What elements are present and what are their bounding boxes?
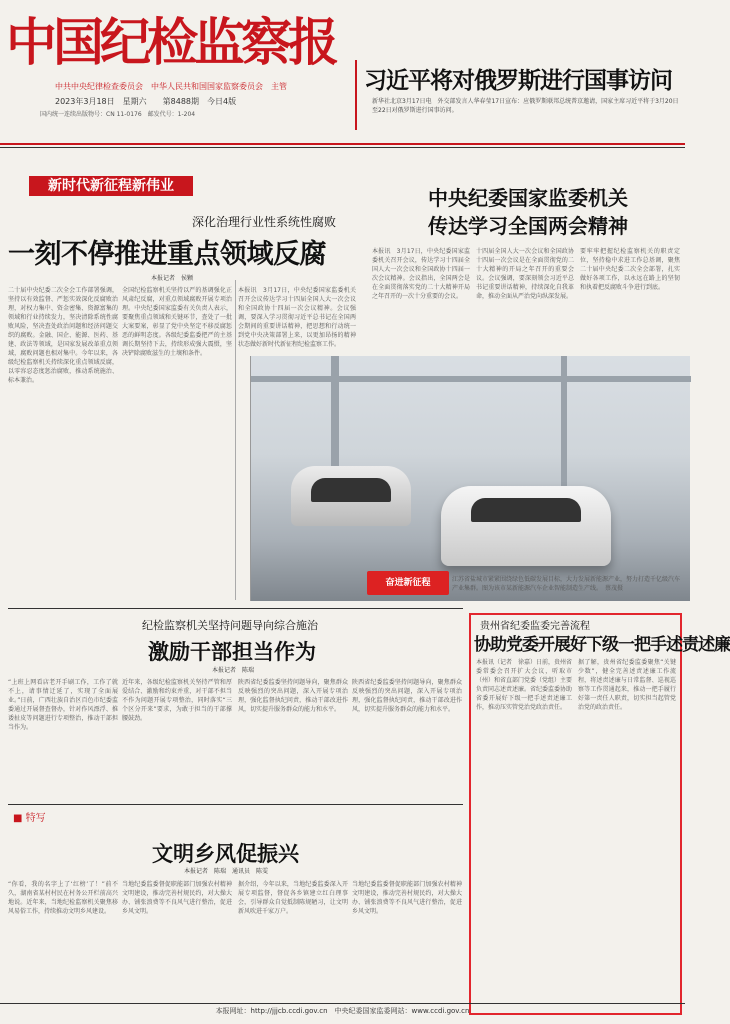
section-rule [8,804,463,805]
section4-kicker: 贵州省纪委监委完善流程 [480,621,590,632]
footer-rule [0,1003,685,1004]
car-window [471,498,581,522]
section5-column-3: 据介绍，今年以来，当地纪委监委深入开展专项监督，督促各乡镇建立红白理事会，引导群众自觉抵制陈规陋习，让文明新风吹进千家万户。 [238,881,348,915]
photo-caption: 江苏省盐城市紧紧围绕绿色低碳发展目标，大力发展新能源产业，努力打造千亿级汽车产业集群。图为该市某新能源汽车企业智能制造生产线。 蔡茂摄 [452,576,681,592]
section3-headline[interactable]: 激励干部担当作为 [148,639,316,664]
section5-column-1: “你看，我的名字上了‘红榜’了！”前不久，湖南省某村村民在村务公开栏前高兴地说。近年来，当地纪检监察机关聚焦移风易俗工作，持续推动文明乡风建设。 [8,881,118,915]
section5-column-2: 当地纪委监委督促职能部门加强农村精神文明建设，推动完善村规民约，对大操大办、铺张浪费等不良风气进行整治，促进乡风文明。 [122,881,232,915]
news-photo [250,356,690,601]
car-image [441,486,611,566]
lead-headline[interactable]: 习近平将对俄罗斯进行国事访问 [364,67,672,94]
section3-column-2: 近年来，各级纪检监察机关坚持严管和厚爱结合、激励和约束并重，对干部不担当不作为问题开展专项整治，同时落实“三个区分开来”要求，为敢于担当的干部撑腰鼓劲。 [122,679,232,722]
car-image [291,466,411,526]
section2-headline[interactable] [378,184,678,240]
feature-tag-label: 特写 [25,813,46,824]
dateline [55,96,236,107]
factory-pillar [561,356,567,496]
section1-headline[interactable]: 一刻不停推进重点领域反腐 [8,239,326,270]
section1-column-2: 全国纪检监察机关坚持以严的基调强化正风肃纪反腐，对重点领域腐败开展专项治理。中央纪委国家监委有关负责人表示，要聚焦重点领域和关键环节，查处了一批大案要案，彰显了党中央坚定不移反腐惩恶的鲜明态度。各级纪委监委把严的主基调长期坚持下去，持续形成强大震慑，坚决铲除腐败滋生的土壤和条件。 [122,287,232,357]
section1-byline: 本报记者 侯颗 [151,275,194,282]
section4-column-2: 据了解，贵州省纪委监委聚焦“关键少数”，健全完善述责述廉工作流程，将述责述廉与日常监督、巡视巡察等工作贯通起来，推动一把手履行好第一责任人职责，切实担当起管党治党的政治责任。 [578,659,676,711]
masthead-divider [355,60,357,130]
section3-kicker: 纪检监察机关坚持问题导向综合施治 [142,619,318,632]
section3-byline: 本报记者 陈瑞 [212,667,255,674]
section5-byline: 本报记者 陈瑞 通讯员 陈雯 [184,868,269,875]
section1-column-1: 二十届中央纪委二次全会工作部署强调，坚持以有效监督、严惩实效深化反腐败治理，对权力集中、资金密集、资源富集的领域和行业持续发力，坚决清除系统性腐败风险，坚决查处政治问题和经济问题交织的腐败。金融、国企、能源、医药、基建、政法等领域，是国家发展改革重点领域，腐败问题也相对集中。今年以来，各级纪检监察机关持续深化重点领域反腐，以零容忍态度惩治腐败，推动系统施治、标本兼治。 [8,287,118,384]
car-window [311,478,391,502]
sponsor-line: 中共中央纪律检查委员会 中华人民共和国国家监察委员会 主管 [55,82,287,91]
section-rule [8,608,463,609]
column-divider [235,280,236,600]
section2-headline-line2: 传达学习全国两会精神 [428,214,628,238]
section5-column-4: 当地纪委监委督促职能部门加强农村精神文明建设，推动完善村规民约，对大操大办、铺张浪费等不良风气进行整治，促进乡风文明。 [352,881,462,915]
publication-codes: 国内统一连续出版物号：CN 11-0176 邮发代号：1-204 [40,111,196,118]
feature-tag: ■ 特写 [13,813,46,824]
section4-column-1: 本报讯（记者 徐嘉）日前，贵州省委常委会召开扩大会议，听取市（州）和省直部门党委（党组）主要负责同志述责述廉。省纪委监委协助省委开展好下级一把手述责述廉工作，推动压实管党治党政治责任。 [476,659,573,711]
section2-column-2: 十四届全国人大一次会议和全国政协十四届一次会议是在全面贯彻党的二十大精神的开局之年召开的重要会议。会议强调，要深刻领会习近平总书记重要讲话精神，持续深化自我革命，推动全面从严治党向纵深发展。 [476,248,574,300]
section2-column-1: 本报讯 3月17日，中央纪委国家监委机关召开会议，传达学习十四届全国人大一次会议和全国政协十四届一次会议精神。会议指出，全国两会是在全面贯彻落实党的二十大精神开局之年召开的一次十分重要的会议。 [372,248,470,300]
section2-column-3: 要牢牢把握纪检监察机关的职责定位，坚持稳中求进工作总基调，聚焦二十届中央纪委二次全会部署，扎实做好各项工作，以永远在路上的坚韧和执着把反腐败斗争进行到底。 [580,248,680,291]
section3-column-3: 陕西省纪委监委坚持问题导向，聚焦群众反映强烈的突出问题，深入开展专项治理，强化监督执纪问责，推动干部改进作风，切实提升服务群众的能力和水平。 [238,679,348,713]
section1-column-3: 本报讯 3月17日，中央纪委国家监委机关召开会议传达学习十四届全国人大一次会议和全国政协十四届一次会议精神。会议强调，要深入学习贯彻习近平总书记在全国两会期间的重要讲话精神，把思想和行动统一到党中央决策部署上来，以更加昂扬的精神状态做好新时代新征程纪检监察工作。 [238,287,356,348]
lead-summary: 新华社北京3月17日电 外交部发言人华春莹17日宣布：应俄罗斯联邦总统普京邀请，国家主席习近平将于3月20日至22日对俄罗斯进行国事访问。 [372,98,679,114]
section-badge: 新时代新征程新伟业 [29,176,193,196]
section2-headline-line1: 中央纪委国家监委机关 [428,186,628,210]
footer-links[interactable]: 本报网址：http://jjjcb.ccdi.gov.cn 中央纪委国家监委网站：www.ccdi.gov.cn [215,1007,470,1015]
section5-headline[interactable]: 文明乡风促振兴 [152,841,299,866]
photo-stamp: 奋进新征程 [367,571,449,595]
masthead-rule-thin [0,147,685,148]
factory-beam [251,376,691,382]
section3-column-1: “上班上网看店老开手刷工作，工作了就不上，请事情迁延了，实现了全面展业。”日前，广西壮族自治区百色市纪委监委通过开展督查督办，针对作风漂浮、推诿扯皮等问题进行专项整治，推动干部担当作为。 [8,679,118,731]
masthead-rule [0,143,685,145]
issue-date: 2023年3月18日 星期六 [55,97,147,106]
section1-kicker: 深化治理行业性系统性腐败 [192,215,337,229]
issue-number: 第8488期 今日4版 [162,97,237,106]
section3-column-4: 陕西省纪委监委坚持问题导向，聚焦群众反映强烈的突出问题，深入开展专项治理，强化监督执纪问责，推动干部改进作风，切实提升服务群众的能力和水平。 [352,679,462,713]
section4-headline[interactable]: 协助党委开展好下级一把手述责述廉 [474,635,730,655]
masthead-logo: 中国纪检监察报 [6,13,336,73]
